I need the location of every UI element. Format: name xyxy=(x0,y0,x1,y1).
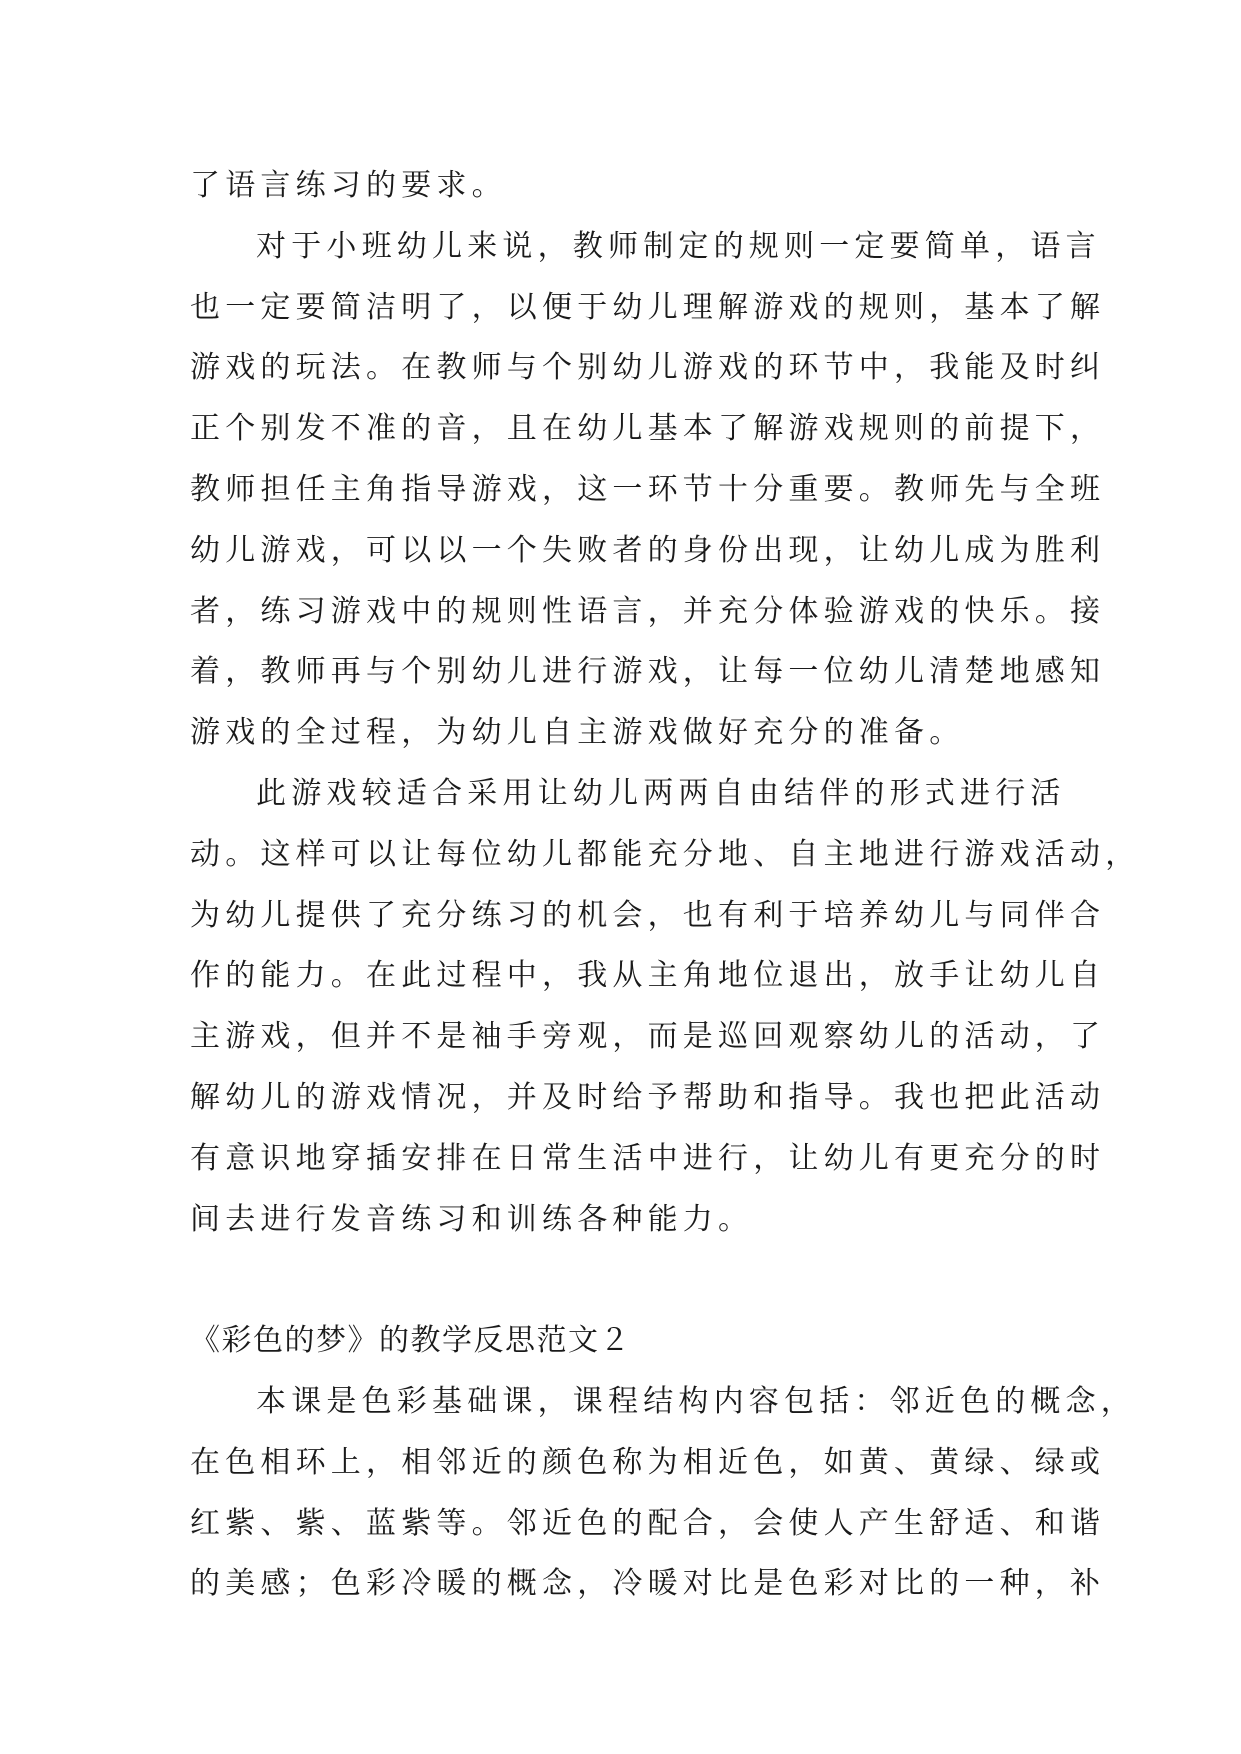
text-line: 正个别发不准的音，且在幼儿基本了解游戏规则的前提下， xyxy=(190,411,1106,447)
text-line: 为幼儿提供了充分练习的机会，也有利于培养幼儿与同伴合 xyxy=(190,897,1106,933)
paragraph xyxy=(190,764,1141,1250)
section-heading: 《彩色的梦》的教学反思范文２ xyxy=(190,1323,631,1359)
text-line: 游戏的玩法。在教师与个别幼儿游戏的环节中，我能及时纠 xyxy=(190,350,1106,386)
text-line: 此游戏较适合采用让幼儿两两自由结伴的形式进行活 xyxy=(256,775,1066,811)
text-line: 了语言练习的要求。 xyxy=(190,168,507,203)
text-line: 本课是色彩基础课，课程结构内容包括：邻近色的概念， xyxy=(256,1383,1136,1419)
text-line: 主游戏，但并不是袖手旁观，而是巡回观察幼儿的活动，了 xyxy=(190,1019,1106,1055)
text-line: 也一定要简洁明了，以便于幼儿理解游戏的规则，基本了解 xyxy=(190,289,1106,325)
text-line: 游戏的全过程，为幼儿自主游戏做好充分的准备。 xyxy=(190,715,965,751)
text-line: 教师担任主角指导游戏，这一环节十分重要。教师先与全班 xyxy=(190,471,1106,507)
text-line: 间去进行发音练习和训练各种能力。 xyxy=(190,1201,754,1237)
text-line: 的美感；色彩冷暖的概念，冷暖对比是色彩对比的一种，补 xyxy=(190,1566,1106,1602)
section xyxy=(190,1311,1136,1615)
section-spacer xyxy=(190,1250,1050,1311)
text-line: 有意识地穿插安排在日常生活中进行，让幼儿有更充分的时 xyxy=(190,1140,1106,1176)
text-line: 着，教师再与个别幼儿进行游戏，让每一位幼儿清楚地感知 xyxy=(190,654,1106,690)
text-line: 解幼儿的游戏情况，并及时给予帮助和指导。我也把此活动 xyxy=(190,1079,1106,1115)
text-line: 在色相环上，相邻近的颜色称为相近色，如黄、黄绿、绿或 xyxy=(190,1444,1106,1480)
text-line: 者，练习游戏中的规则性语言，并充分体验游戏的快乐。接 xyxy=(190,593,1106,629)
paragraph xyxy=(190,156,1050,217)
text-line: 红紫、紫、蓝紫等。邻近色的配合，会使人产生舒适、和谐 xyxy=(190,1505,1106,1541)
text-line: 动。这样可以让每位幼儿都能充分地、自主地进行游戏活动， xyxy=(190,836,1141,872)
text-line: 对于小班幼儿来说，教师制定的规则一定要简单，语言 xyxy=(256,228,1101,264)
text-line: 作的能力。在此过程中，我从主角地位退出，放手让幼儿自 xyxy=(190,958,1106,994)
paragraph xyxy=(190,217,1106,764)
document-body xyxy=(190,156,1141,1615)
text-line: 幼儿游戏，可以以一个失败者的身份出现，让幼儿成为胜利 xyxy=(190,532,1106,568)
